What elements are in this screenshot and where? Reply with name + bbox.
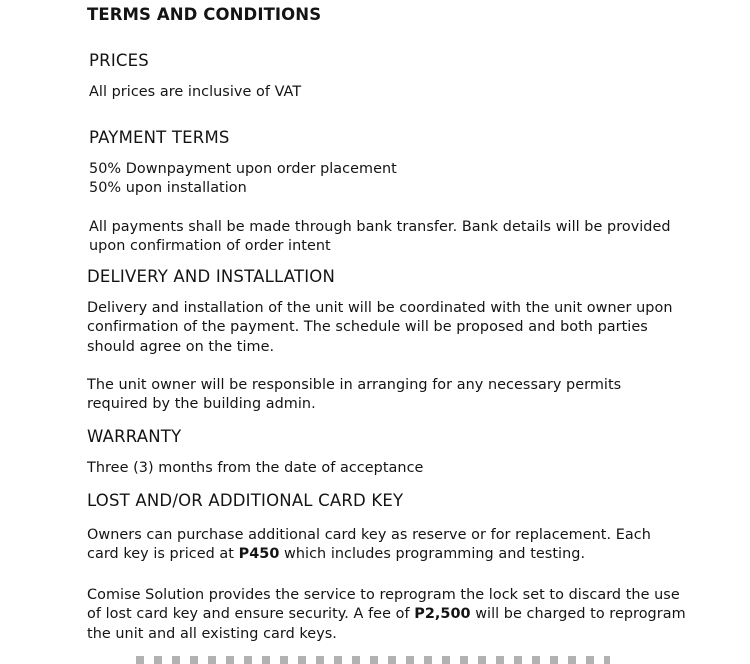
delivery-line: confirmation of the payment. The schedule will be proposed and both parties <box>87 319 648 336</box>
delivery-heading: DELIVERY AND INSTALLATION <box>87 267 336 286</box>
payment-line: 50% Downpayment upon order placement <box>89 161 397 177</box>
delivery-line: should agree on the time. <box>87 338 275 355</box>
warranty-text: Three (3) months from the date of acceptance <box>87 460 424 476</box>
card-key-line-pre: card key is priced at <box>87 546 239 563</box>
delivery-line: Delivery and installation of the unit will be coordinated with the unit owner upon <box>87 300 673 316</box>
delivery-paragraph-2 <box>87 376 621 415</box>
card-key-paragraph-1 <box>87 526 651 565</box>
reprogram-fee: P2,500 <box>414 606 471 623</box>
card-key-line <box>87 545 651 564</box>
delivery-paragraph-1 <box>87 299 673 357</box>
prices-heading: PRICES <box>89 51 149 70</box>
card-key-line <box>87 605 686 624</box>
payment-note-line: upon confirmation of order intent <box>89 238 331 255</box>
delivery-line: The unit owner will be responsible in arranging for any necessary permits <box>87 377 622 393</box>
prices-text: All prices are inclusive of VAT <box>89 84 302 100</box>
card-key-fee-post: will be charged to reprogram <box>470 606 686 623</box>
payment-line: 50% upon installation <box>89 180 247 197</box>
card-key-fee-pre: of lost card key and ensure security. A fee of <box>87 606 415 623</box>
warranty-heading: WARRANTY <box>87 427 182 446</box>
page-title: TERMS AND CONDITIONS <box>87 5 322 24</box>
delivery-line: required by the building admin. <box>87 396 316 413</box>
card-key-line: the unit and all existing card keys. <box>87 625 337 642</box>
payment-terms-schedule <box>89 160 397 199</box>
payment-note <box>89 218 671 257</box>
card-key-price: P450 <box>238 546 280 563</box>
card-key-paragraph-2 <box>87 586 686 644</box>
payment-note-line: All payments shall be made through bank transfer. Bank details will be provided <box>89 219 671 235</box>
card-key-heading: LOST AND/OR ADDITIONAL CARD KEY <box>87 491 404 510</box>
card-key-line: Owners can purchase additional card key as reserve or for replacement. Each <box>87 527 651 543</box>
card-key-line-post: which includes programming and testing. <box>279 546 586 563</box>
cut-off-text-fragment <box>130 656 610 664</box>
payment-terms-heading: PAYMENT TERMS <box>89 128 230 147</box>
card-key-line: Comise Solution provides the service to reprogram the lock set to discard the use <box>87 587 680 603</box>
